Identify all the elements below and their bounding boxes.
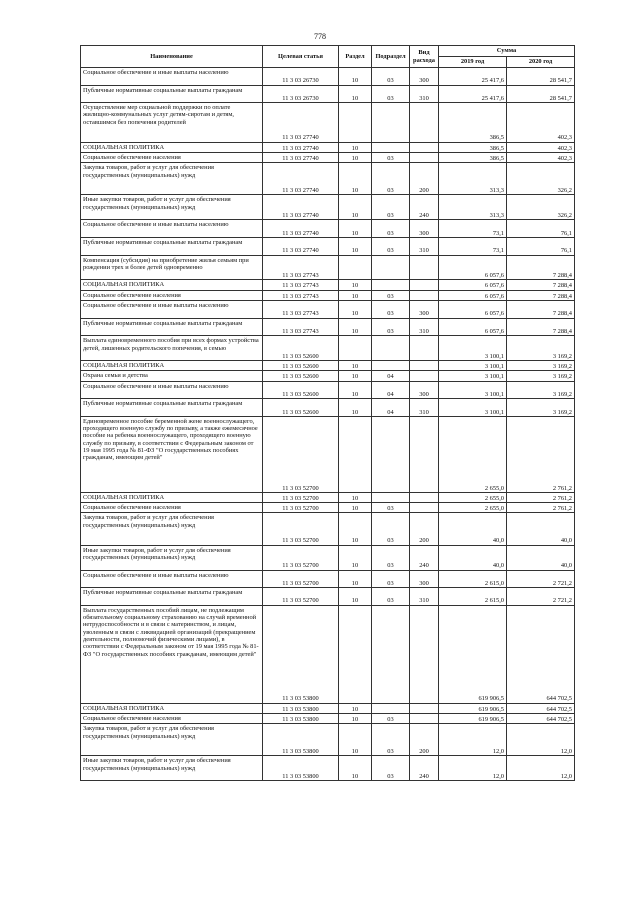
row-subsection: 03 [372, 503, 410, 513]
row-article: 11 3 03 52600 [263, 336, 339, 361]
table-row [81, 301, 575, 319]
row-subsection [372, 142, 410, 152]
row-sum-2020: 7 288,4 [507, 301, 575, 319]
row-name: СОЦИАЛЬНАЯ ПОЛИТИКА [81, 142, 263, 152]
row-section: 10 [339, 503, 372, 513]
row-name: Социальное обеспечение населения [81, 290, 263, 300]
row-section: 10 [339, 220, 372, 238]
row-sum-2019: 386,5 [439, 152, 507, 162]
row-sum-2019: 386,5 [439, 103, 507, 143]
row-subsection: 03 [372, 290, 410, 300]
row-article: 11 3 03 52700 [263, 588, 339, 606]
row-section: 10 [339, 85, 372, 103]
row-expense-type: 300 [410, 68, 439, 86]
row-expense-type [410, 503, 439, 513]
row-expense-type: 310 [410, 588, 439, 606]
row-sum-2019: 12,0 [439, 724, 507, 756]
row-name: Социальное обеспечение населения [81, 503, 263, 513]
row-article: 11 3 03 27740 [263, 103, 339, 143]
row-subsection [372, 255, 410, 280]
row-article: 11 3 03 52700 [263, 416, 339, 492]
row-article: 11 3 03 52700 [263, 545, 339, 570]
row-sum-2020: 7 288,4 [507, 280, 575, 290]
row-subsection: 03 [372, 237, 410, 255]
row-subsection: 03 [372, 756, 410, 781]
row-expense-type [410, 103, 439, 143]
table-row [81, 255, 575, 280]
row-expense-type: 200 [410, 163, 439, 195]
row-name: Закупка товаров, работ и услуг для обеспечения государственных (муниципальных) нужд [81, 513, 263, 545]
row-article: 11 3 03 52700 [263, 503, 339, 513]
table-row [81, 318, 575, 336]
row-subsection: 03 [372, 513, 410, 545]
row-subsection: 03 [372, 301, 410, 319]
table-row [81, 336, 575, 361]
table-row [81, 152, 575, 162]
page-number: 778 [314, 32, 326, 41]
row-name: Закупка товаров, работ и услуг для обеспечения государственных (муниципальных) нужд [81, 724, 263, 756]
row-expense-type: 300 [410, 301, 439, 319]
table-row [81, 756, 575, 781]
table-row [81, 492, 575, 502]
row-name: Социальное обеспечение и иные выплаты населению [81, 68, 263, 86]
row-name: Иные закупки товаров, работ и услуг для обеспечения государственных (муниципальных) нужд [81, 756, 263, 781]
row-sum-2019: 313,3 [439, 163, 507, 195]
row-section [339, 336, 372, 361]
table-row [81, 68, 575, 86]
row-expense-type: 240 [410, 756, 439, 781]
row-section: 10 [339, 371, 372, 381]
row-sum-2019: 3 100,1 [439, 399, 507, 417]
row-expense-type: 300 [410, 570, 439, 588]
row-sum-2019: 2 655,0 [439, 416, 507, 492]
row-name: Социальное обеспечение и иные выплаты населению [81, 301, 263, 319]
row-section: 10 [339, 756, 372, 781]
row-section: 10 [339, 68, 372, 86]
row-section: 10 [339, 713, 372, 723]
row-subsection [372, 703, 410, 713]
row-name: Осуществление мер социальной поддержки по оплате жилищно-коммунальных услуг детям-сиротам и детям, оставшимся без попечения родителей [81, 103, 263, 143]
table-row [81, 381, 575, 399]
table-row [81, 237, 575, 255]
row-sum-2020: 7 288,4 [507, 255, 575, 280]
row-expense-type [410, 255, 439, 280]
table-row [81, 713, 575, 723]
row-section: 10 [339, 381, 372, 399]
row-article: 11 3 03 27743 [263, 280, 339, 290]
table-row [81, 103, 575, 143]
row-sum-2020: 7 288,4 [507, 290, 575, 300]
row-name: Компенсация (субсидия) на приобретение жилья семьям при рождении трех и более детей одновременно [81, 255, 263, 280]
row-article: 11 3 03 27740 [263, 220, 339, 238]
row-section: 10 [339, 361, 372, 371]
row-sum-2019: 2 615,0 [439, 588, 507, 606]
row-subsection: 03 [372, 195, 410, 220]
row-sum-2019: 3 100,1 [439, 336, 507, 361]
table-row [81, 545, 575, 570]
row-article: 11 3 03 27740 [263, 163, 339, 195]
row-sum-2020: 7 288,4 [507, 318, 575, 336]
row-sum-2020: 3 169,2 [507, 381, 575, 399]
row-sum-2019: 3 100,1 [439, 361, 507, 371]
row-sum-2020: 644 702,5 [507, 713, 575, 723]
table-row [81, 416, 575, 492]
row-subsection: 04 [372, 381, 410, 399]
row-sum-2019: 6 057,6 [439, 318, 507, 336]
table-row [81, 570, 575, 588]
row-section: 10 [339, 318, 372, 336]
row-expense-type [410, 492, 439, 502]
row-sum-2020: 644 702,5 [507, 703, 575, 713]
row-sum-2020: 2 761,2 [507, 416, 575, 492]
row-subsection: 03 [372, 570, 410, 588]
row-subsection: 03 [372, 152, 410, 162]
row-article: 11 3 03 27740 [263, 152, 339, 162]
row-sum-2019: 6 057,6 [439, 280, 507, 290]
row-name: Социальное обеспечение и иные выплаты населению [81, 220, 263, 238]
row-section [339, 255, 372, 280]
row-sum-2019: 40,0 [439, 513, 507, 545]
row-sum-2020: 2 721,2 [507, 588, 575, 606]
row-subsection: 03 [372, 318, 410, 336]
row-article: 11 3 03 27740 [263, 237, 339, 255]
row-article: 11 3 03 27740 [263, 195, 339, 220]
row-subsection: 04 [372, 371, 410, 381]
row-expense-type [410, 361, 439, 371]
row-section: 10 [339, 492, 372, 502]
table-row [81, 361, 575, 371]
row-article: 11 3 03 26730 [263, 68, 339, 86]
row-sum-2020: 3 169,2 [507, 336, 575, 361]
table-row [81, 399, 575, 417]
row-article: 11 3 03 53800 [263, 756, 339, 781]
row-expense-type: 310 [410, 399, 439, 417]
row-expense-type: 240 [410, 545, 439, 570]
budget-table [80, 45, 575, 781]
row-sum-2020: 28 541,7 [507, 85, 575, 103]
row-subsection: 03 [372, 220, 410, 238]
row-subsection: 03 [372, 713, 410, 723]
row-name: Единовременное пособие беременной жене военнослужащего, проходящего военную службу по призыву, а также ежемесячное пособие на ребенка военнослужащего, проходящего военную службу по призыву, в соответствии с Федеральным законом от 19 мая 1995 года № 81-ФЗ "О государственных пособиях гражданам, имеющим детей" [81, 416, 263, 492]
row-expense-type: 310 [410, 85, 439, 103]
row-sum-2020: 2 721,2 [507, 570, 575, 588]
row-sum-2020: 402,3 [507, 152, 575, 162]
row-expense-type [410, 605, 439, 703]
header-year-2019: 2019 год [439, 57, 507, 68]
row-article: 11 3 03 52600 [263, 399, 339, 417]
row-expense-type [410, 152, 439, 162]
row-sum-2020: 76,1 [507, 237, 575, 255]
row-name: Иные закупки товаров, работ и услуг для обеспечения государственных (муниципальных) нужд [81, 545, 263, 570]
table-body [81, 68, 575, 781]
table-row [81, 85, 575, 103]
row-name: СОЦИАЛЬНАЯ ПОЛИТИКА [81, 492, 263, 502]
table-row [81, 220, 575, 238]
row-subsection [372, 416, 410, 492]
row-section: 10 [339, 195, 372, 220]
row-subsection: 03 [372, 85, 410, 103]
row-expense-type [410, 290, 439, 300]
header-article: Целевая статья [263, 46, 339, 68]
row-sum-2020: 402,3 [507, 142, 575, 152]
table-row [81, 280, 575, 290]
row-expense-type [410, 280, 439, 290]
row-expense-type [410, 713, 439, 723]
row-expense-type [410, 371, 439, 381]
row-subsection [372, 492, 410, 502]
row-sum-2020: 28 541,7 [507, 68, 575, 86]
row-sum-2019: 619 906,5 [439, 703, 507, 713]
row-article: 11 3 03 52600 [263, 381, 339, 399]
row-name: Публичные нормативные социальные выплаты гражданам [81, 85, 263, 103]
row-name: Выплата единовременного пособия при всех формах устройства детей, лишенных родительского попечения, в семью [81, 336, 263, 361]
row-section: 10 [339, 301, 372, 319]
table-row [81, 290, 575, 300]
row-article: 11 3 03 53800 [263, 713, 339, 723]
row-article: 11 3 03 52700 [263, 492, 339, 502]
row-expense-type: 240 [410, 195, 439, 220]
row-sum-2019: 25 417,6 [439, 85, 507, 103]
row-article: 11 3 03 52700 [263, 570, 339, 588]
row-name: Публичные нормативные социальные выплаты гражданам [81, 588, 263, 606]
row-sum-2019: 73,1 [439, 220, 507, 238]
row-sum-2019: 386,5 [439, 142, 507, 152]
row-section: 10 [339, 152, 372, 162]
row-article: 11 3 03 27743 [263, 255, 339, 280]
header-year-2020: 2020 год [507, 57, 575, 68]
row-name: Социальное обеспечение населения [81, 713, 263, 723]
row-sum-2020: 76,1 [507, 220, 575, 238]
table-row [81, 588, 575, 606]
row-section: 10 [339, 570, 372, 588]
row-expense-type [410, 416, 439, 492]
row-name: Социальное обеспечение и иные выплаты населению [81, 570, 263, 588]
row-sum-2019: 2 655,0 [439, 503, 507, 513]
row-expense-type [410, 142, 439, 152]
row-sum-2019: 3 100,1 [439, 371, 507, 381]
row-article: 11 3 03 53800 [263, 605, 339, 703]
row-article: 11 3 03 52700 [263, 513, 339, 545]
row-sum-2019: 2 615,0 [439, 570, 507, 588]
header-name: Наименование [81, 46, 263, 68]
row-sum-2019: 619 906,5 [439, 605, 507, 703]
header-sum: Сумма [439, 46, 575, 57]
row-name: Социальное обеспечение населения [81, 152, 263, 162]
row-subsection [372, 103, 410, 143]
row-sum-2019: 6 057,6 [439, 301, 507, 319]
table-row [81, 724, 575, 756]
row-section: 10 [339, 588, 372, 606]
row-name: Иные закупки товаров, работ и услуг для обеспечения государственных (муниципальных) нужд [81, 195, 263, 220]
row-sum-2019: 6 057,6 [439, 290, 507, 300]
row-article: 11 3 03 26730 [263, 85, 339, 103]
row-section: 10 [339, 163, 372, 195]
row-sum-2020: 2 761,2 [507, 492, 575, 502]
row-sum-2020: 402,3 [507, 103, 575, 143]
table-row [81, 371, 575, 381]
table-row [81, 513, 575, 545]
row-sum-2020: 40,0 [507, 545, 575, 570]
row-name: СОЦИАЛЬНАЯ ПОЛИТИКА [81, 361, 263, 371]
row-section: 10 [339, 724, 372, 756]
row-name: СОЦИАЛЬНАЯ ПОЛИТИКА [81, 280, 263, 290]
row-expense-type: 310 [410, 318, 439, 336]
row-sum-2019: 12,0 [439, 756, 507, 781]
row-article: 11 3 03 53800 [263, 703, 339, 713]
row-subsection [372, 605, 410, 703]
row-sum-2020: 2 761,2 [507, 503, 575, 513]
row-name: Закупка товаров, работ и услуг для обеспечения государственных (муниципальных) нужд [81, 163, 263, 195]
table-row [81, 503, 575, 513]
row-section: 10 [339, 280, 372, 290]
row-sum-2020: 326,2 [507, 195, 575, 220]
row-name: Публичные нормативные социальные выплаты гражданам [81, 399, 263, 417]
row-article: 11 3 03 27743 [263, 301, 339, 319]
row-section: 10 [339, 513, 372, 545]
header-section: Раздел [339, 46, 372, 68]
header-subsection: Подраздел [372, 46, 410, 68]
row-article: 11 3 03 53800 [263, 724, 339, 756]
row-sum-2020: 3 169,2 [507, 371, 575, 381]
table-row [81, 163, 575, 195]
row-sum-2019: 2 655,0 [439, 492, 507, 502]
table-header [81, 46, 575, 68]
row-section [339, 605, 372, 703]
row-subsection: 03 [372, 68, 410, 86]
row-expense-type: 200 [410, 513, 439, 545]
row-name: Публичные нормативные социальные выплаты гражданам [81, 318, 263, 336]
table-row [81, 703, 575, 713]
table-row [81, 195, 575, 220]
row-subsection: 03 [372, 545, 410, 570]
row-subsection [372, 361, 410, 371]
row-sum-2020: 12,0 [507, 756, 575, 781]
row-subsection: 03 [372, 588, 410, 606]
row-sum-2019: 73,1 [439, 237, 507, 255]
row-subsection: 03 [372, 163, 410, 195]
row-article: 11 3 03 52600 [263, 371, 339, 381]
row-subsection [372, 336, 410, 361]
row-expense-type: 310 [410, 237, 439, 255]
row-sum-2020: 3 169,2 [507, 399, 575, 417]
row-sum-2019: 619 906,5 [439, 713, 507, 723]
row-section: 10 [339, 703, 372, 713]
row-subsection: 04 [372, 399, 410, 417]
row-name: Охрана семьи и детства [81, 371, 263, 381]
row-article: 11 3 03 52600 [263, 361, 339, 371]
row-sum-2020: 40,0 [507, 513, 575, 545]
row-section: 10 [339, 399, 372, 417]
row-name: Социальное обеспечение и иные выплаты населению [81, 381, 263, 399]
row-sum-2020: 326,2 [507, 163, 575, 195]
row-sum-2020: 12,0 [507, 724, 575, 756]
row-article: 11 3 03 27743 [263, 318, 339, 336]
row-expense-type: 300 [410, 220, 439, 238]
row-name: СОЦИАЛЬНАЯ ПОЛИТИКА [81, 703, 263, 713]
row-expense-type [410, 703, 439, 713]
row-sum-2019: 313,3 [439, 195, 507, 220]
row-name: Публичные нормативные социальные выплаты гражданам [81, 237, 263, 255]
row-sum-2019: 40,0 [439, 545, 507, 570]
row-subsection: 03 [372, 724, 410, 756]
table-row [81, 605, 575, 703]
row-expense-type: 300 [410, 381, 439, 399]
row-sum-2020: 3 169,2 [507, 361, 575, 371]
row-section: 10 [339, 545, 372, 570]
row-expense-type [410, 336, 439, 361]
header-expense-type: Вид расхода [410, 46, 439, 68]
row-section [339, 103, 372, 143]
row-article: 11 3 03 27743 [263, 290, 339, 300]
row-section [339, 416, 372, 492]
row-article: 11 3 03 27740 [263, 142, 339, 152]
row-expense-type: 200 [410, 724, 439, 756]
row-section: 10 [339, 237, 372, 255]
row-sum-2019: 25 417,6 [439, 68, 507, 86]
table-row [81, 142, 575, 152]
row-subsection [372, 280, 410, 290]
row-name: Выплата государственных пособий лицам, не подлежащим обязательному социальному страхованию на случай временной нетрудоспособности и в связи с материнством, и лицам, уволенным в связи с ликвидацией организаций (прекращением деятельности, полномочий физическими лицами), в соответствии с Федеральным законом от 19 мая 1995 года № 81-ФЗ "О государственных пособиях гражданам, имеющим детей" [81, 605, 263, 703]
row-section: 10 [339, 142, 372, 152]
row-sum-2019: 6 057,6 [439, 255, 507, 280]
row-section: 10 [339, 290, 372, 300]
row-sum-2019: 3 100,1 [439, 381, 507, 399]
row-sum-2020: 644 702,5 [507, 605, 575, 703]
